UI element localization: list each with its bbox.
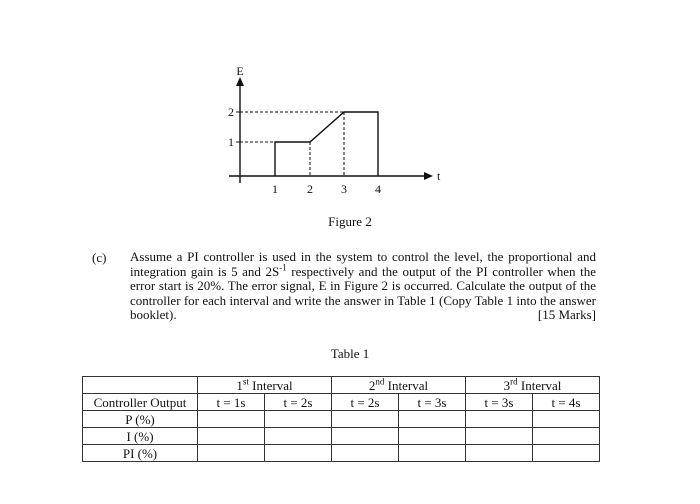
- error-signal-line: [275, 112, 378, 176]
- time-cell: t = 3s: [466, 394, 533, 411]
- row-label-controller-output: Controller Output: [83, 394, 198, 411]
- interval-1-suffix: st: [242, 376, 249, 387]
- interval-1-header: [198, 377, 332, 394]
- interval-3-num: 3: [503, 377, 511, 393]
- answer-cell: [466, 428, 533, 445]
- question-text-part1: Assume a PI controller is used in the system to control the level, the proportional and integration gain is 5 and 2S: [130, 249, 596, 279]
- answer-cell: [533, 445, 600, 462]
- x-axis-arrow: [424, 172, 433, 180]
- answer-cell: [399, 428, 466, 445]
- interval-3-suffix: rd: [510, 376, 518, 387]
- part-label: (c): [92, 250, 107, 265]
- row-label-i: I (%): [83, 428, 198, 445]
- answer-cell: [466, 411, 533, 428]
- table-row-pi: [83, 445, 600, 462]
- table-row-i: [83, 428, 600, 445]
- answer-cell: [198, 445, 265, 462]
- x-axis-label: t: [437, 169, 441, 183]
- interval-1-label: Interval: [248, 377, 293, 393]
- interval-3-header: [466, 377, 600, 394]
- results-table: [82, 376, 600, 462]
- answer-cell: [332, 411, 399, 428]
- x-tick-label-3: 3: [341, 182, 347, 196]
- time-cell: t = 2s: [332, 394, 399, 411]
- question-superscript: -1: [279, 262, 287, 273]
- figure-2-chart: [0, 0, 700, 210]
- interval-2-label: Interval: [384, 377, 429, 393]
- row-label-p: P (%): [83, 411, 198, 428]
- interval-2-num: 2: [368, 377, 376, 393]
- interval-1-num: 1: [236, 377, 243, 393]
- answer-cell: [198, 428, 265, 445]
- table-header-row: [83, 377, 600, 394]
- answer-cell: [198, 411, 265, 428]
- answer-cell: [533, 411, 600, 428]
- answer-cell: [533, 428, 600, 445]
- answer-cell: [332, 445, 399, 462]
- x-tick-label-1: 1: [272, 182, 278, 196]
- answer-cell: [399, 445, 466, 462]
- time-cell: t = 3s: [399, 394, 466, 411]
- question-text-part2: respectively and the output of the PI controller when the error start is 20%. The error signal, E in Figure 2 is occurred. Calculate the output of the controller for each interval and write the answer in Table 1 (Copy Table 1 into the answer booklet).: [130, 263, 596, 322]
- time-cell: t = 1s: [198, 394, 265, 411]
- table-row-p: [83, 411, 600, 428]
- row-label-pi: PI (%): [83, 445, 198, 462]
- interval-2-header: [332, 377, 466, 394]
- answer-cell: [332, 428, 399, 445]
- answer-cell: [265, 428, 332, 445]
- x-tick-label-2: 2: [307, 182, 313, 196]
- y-axis-arrow: [236, 77, 244, 86]
- table-corner: [83, 377, 198, 394]
- answer-cell: [265, 445, 332, 462]
- y-tick-label-1: 1: [228, 135, 234, 149]
- interval-3-label: Interval: [517, 377, 562, 393]
- interval-2-suffix: nd: [375, 376, 385, 387]
- answer-cell: [399, 411, 466, 428]
- table-time-row: [83, 394, 600, 411]
- marks-label: [15 Marks]: [537, 307, 596, 322]
- time-cell: t = 4s: [533, 394, 600, 411]
- table-title: Table 1: [330, 346, 370, 361]
- y-axis-label: E: [236, 64, 244, 78]
- answer-cell: [265, 411, 332, 428]
- time-cell: t = 2s: [265, 394, 332, 411]
- figure-caption: Figure 2: [328, 214, 372, 229]
- answer-cell: [466, 445, 533, 462]
- question-text: [130, 250, 596, 323]
- y-tick-label-2: 2: [228, 105, 234, 119]
- x-tick-label-4: 4: [375, 182, 381, 196]
